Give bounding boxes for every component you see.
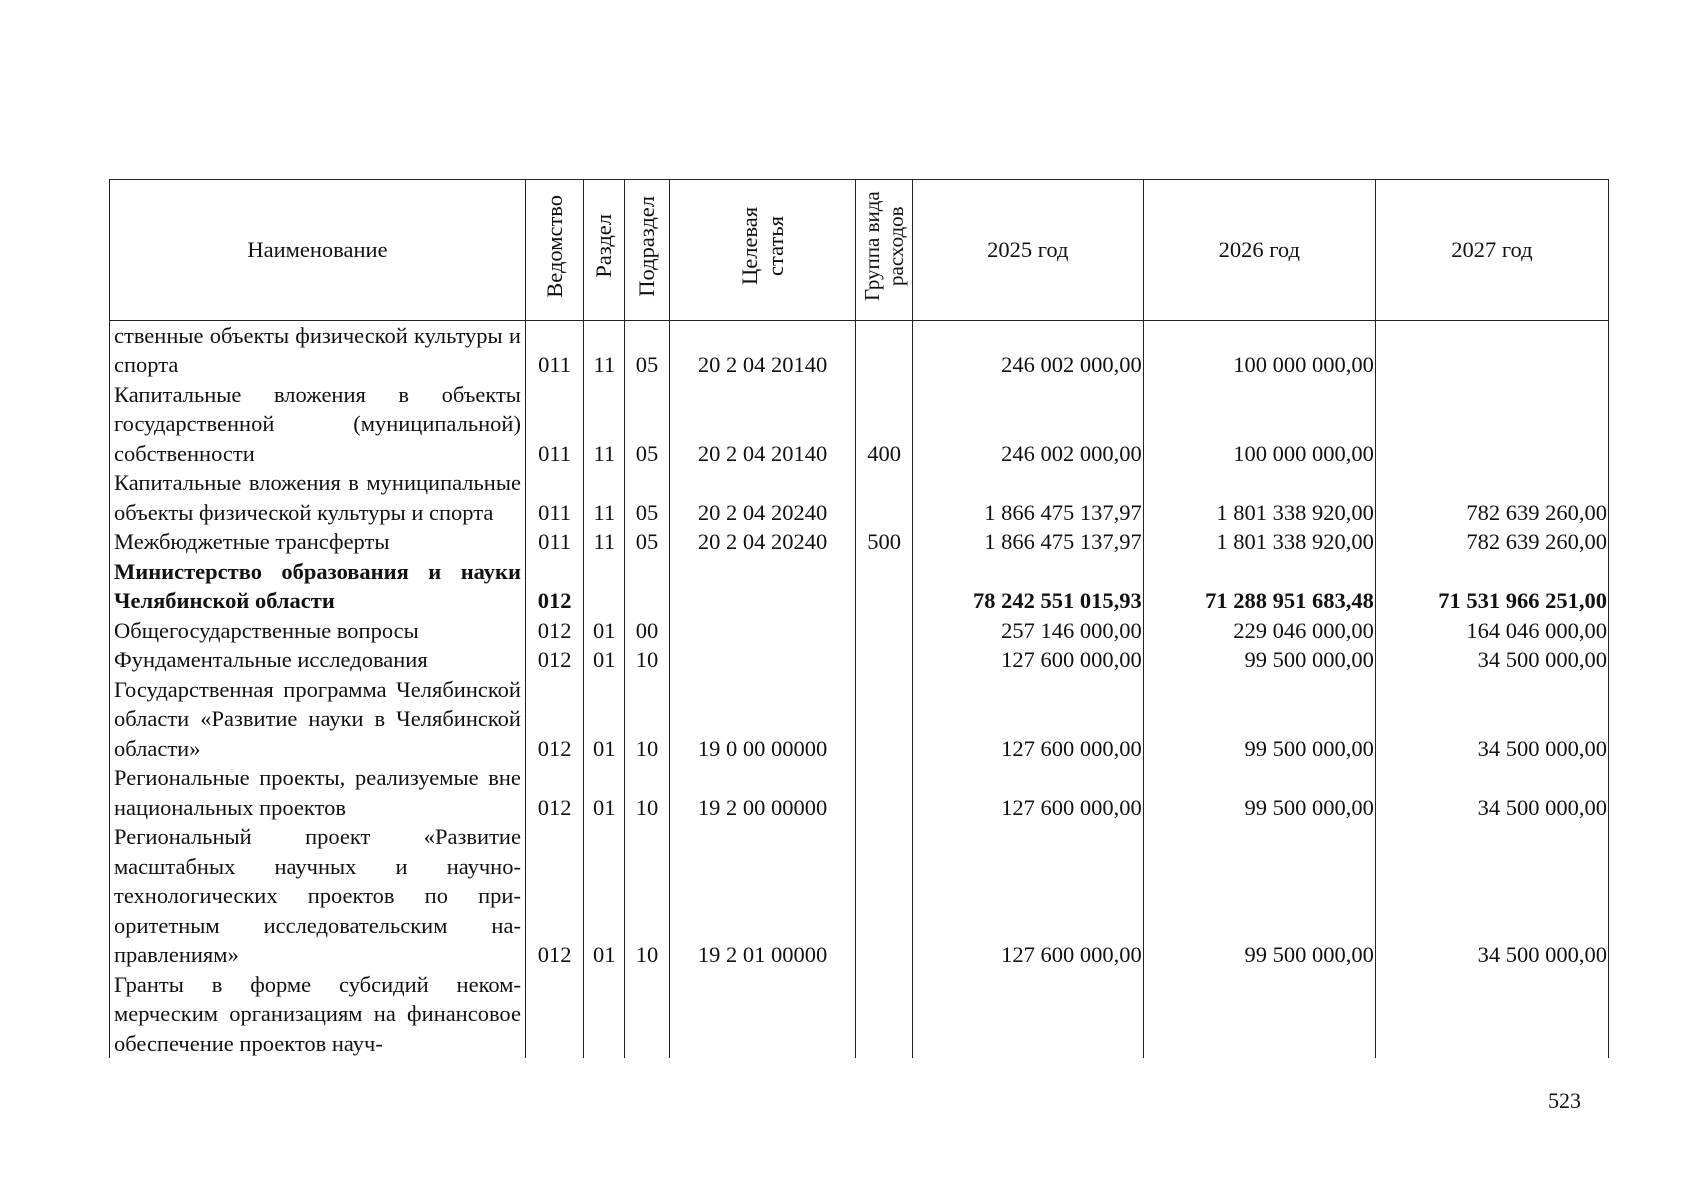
row-razdel: 11 bbox=[584, 468, 625, 527]
row-gruppa-vida: 500 bbox=[856, 527, 912, 557]
row-sum-2025: 78 242 551 015,93 bbox=[912, 557, 1143, 616]
row-sum-2026 bbox=[1143, 970, 1375, 1059]
row-celevaya-statya: 20 2 04 20240 bbox=[669, 527, 856, 557]
row-gruppa-vida bbox=[856, 616, 912, 646]
row-podrazdel: 00 bbox=[625, 616, 669, 646]
row-vedomstvo: 012 bbox=[525, 822, 583, 970]
row-name: Министерство образования и науки Челябинской области bbox=[110, 557, 526, 616]
row-sum-2025: 246 002 000,00 bbox=[912, 320, 1143, 380]
row-celevaya-statya: 19 2 00 00000 bbox=[669, 763, 856, 822]
header-gruppa-vida: Группа вида расходов bbox=[856, 180, 912, 321]
row-podrazdel: 05 bbox=[625, 320, 669, 380]
row-podrazdel: 05 bbox=[625, 380, 669, 469]
row-sum-2027: 34 500 000,00 bbox=[1375, 822, 1608, 970]
row-sum-2026: 99 500 000,00 bbox=[1143, 675, 1375, 764]
row-name: Общегосударственные вопросы bbox=[110, 616, 526, 646]
row-vedomstvo: 011 bbox=[525, 380, 583, 469]
table-row bbox=[110, 822, 1609, 970]
row-celevaya-statya: 19 2 01 00000 bbox=[669, 822, 856, 970]
row-vedomstvo: 012 bbox=[525, 645, 583, 675]
row-razdel: 01 bbox=[584, 822, 625, 970]
row-gruppa-vida bbox=[856, 675, 912, 764]
page-number: 523 bbox=[1548, 1088, 1581, 1113]
row-sum-2027: 782 639 260,00 bbox=[1375, 468, 1608, 527]
row-celevaya-statya bbox=[669, 645, 856, 675]
row-name: Капитальные вложения в объекты государственной (муниципальной) собственности bbox=[110, 380, 526, 469]
row-sum-2025: 127 600 000,00 bbox=[912, 645, 1143, 675]
row-sum-2027: 782 639 260,00 bbox=[1375, 527, 1608, 557]
row-gruppa-vida: 400 bbox=[856, 380, 912, 469]
row-sum-2025: 257 146 000,00 bbox=[912, 616, 1143, 646]
row-vedomstvo: 012 bbox=[525, 675, 583, 764]
table-row bbox=[110, 468, 1609, 527]
header-name: Наименование bbox=[110, 180, 526, 321]
row-vedomstvo bbox=[525, 970, 583, 1059]
row-sum-2025: 1 866 475 137,97 bbox=[912, 527, 1143, 557]
row-celevaya-statya: 19 0 00 00000 bbox=[669, 675, 856, 764]
row-vedomstvo: 012 bbox=[525, 557, 583, 616]
row-celevaya-statya bbox=[669, 557, 856, 616]
header-2026: 2026 год bbox=[1143, 180, 1375, 321]
row-podrazdel: 10 bbox=[625, 822, 669, 970]
row-sum-2026: 100 000 000,00 bbox=[1143, 320, 1375, 380]
budget-table bbox=[109, 179, 1609, 1058]
row-gruppa-vida bbox=[856, 970, 912, 1059]
row-sum-2026: 99 500 000,00 bbox=[1143, 763, 1375, 822]
row-celevaya-statya: 20 2 04 20140 bbox=[669, 380, 856, 469]
row-celevaya-statya: 20 2 04 20240 bbox=[669, 468, 856, 527]
row-razdel: 11 bbox=[584, 380, 625, 469]
row-sum-2026: 71 288 951 683,48 bbox=[1143, 557, 1375, 616]
row-vedomstvo: 012 bbox=[525, 763, 583, 822]
row-name: Гранты в форме субсидий некоммерческим организациям на финансовое обеспечение проектов науч- bbox=[110, 970, 526, 1059]
table-row bbox=[110, 675, 1609, 764]
row-podrazdel: 10 bbox=[625, 675, 669, 764]
row-sum-2025: 127 600 000,00 bbox=[912, 675, 1143, 764]
header-row bbox=[110, 180, 1609, 321]
row-sum-2027 bbox=[1375, 380, 1608, 469]
row-sum-2027: 34 500 000,00 bbox=[1375, 763, 1608, 822]
row-razdel bbox=[584, 970, 625, 1059]
row-gruppa-vida bbox=[856, 763, 912, 822]
table-body bbox=[110, 320, 1609, 1058]
row-name: ственные объекты физической культуры и спорта bbox=[110, 320, 526, 380]
table-row bbox=[110, 616, 1609, 646]
row-sum-2027: 71 531 966 251,00 bbox=[1375, 557, 1608, 616]
row-celevaya-statya: 20 2 04 20140 bbox=[669, 320, 856, 380]
row-name: Региональные проекты, реализуемые вне национальных проектов bbox=[110, 763, 526, 822]
header-podrazdel: Подраздел bbox=[625, 180, 669, 321]
row-razdel: 11 bbox=[584, 320, 625, 380]
row-sum-2025: 1 866 475 137,97 bbox=[912, 468, 1143, 527]
row-razdel: 01 bbox=[584, 675, 625, 764]
table-row bbox=[110, 380, 1609, 469]
row-gruppa-vida bbox=[856, 468, 912, 527]
row-razdel: 01 bbox=[584, 763, 625, 822]
row-podrazdel bbox=[625, 970, 669, 1059]
row-gruppa-vida bbox=[856, 320, 912, 380]
row-razdel: 01 bbox=[584, 616, 625, 646]
row-sum-2025: 127 600 000,00 bbox=[912, 822, 1143, 970]
row-razdel: 01 bbox=[584, 645, 625, 675]
row-sum-2025 bbox=[912, 970, 1143, 1059]
row-podrazdel: 05 bbox=[625, 468, 669, 527]
row-podrazdel: 10 bbox=[625, 763, 669, 822]
row-podrazdel: 05 bbox=[625, 527, 669, 557]
row-name: Региональный проект «Развитие масштабных научных и научно-технологических проектов по приоритетным исследовательским направлениям» bbox=[110, 822, 526, 970]
table-row bbox=[110, 970, 1609, 1059]
row-gruppa-vida bbox=[856, 645, 912, 675]
row-name: Межбюджетные трансферты bbox=[110, 527, 526, 557]
header-2027: 2027 год bbox=[1375, 180, 1608, 321]
row-gruppa-vida bbox=[856, 557, 912, 616]
row-sum-2027: 164 046 000,00 bbox=[1375, 616, 1608, 646]
row-podrazdel bbox=[625, 557, 669, 616]
row-podrazdel: 10 bbox=[625, 645, 669, 675]
row-name: Фундаментальные исследования bbox=[110, 645, 526, 675]
row-vedomstvo: 011 bbox=[525, 527, 583, 557]
row-sum-2026: 99 500 000,00 bbox=[1143, 822, 1375, 970]
header-celevaya-statya: Целевая статья bbox=[669, 180, 856, 321]
table-row bbox=[110, 645, 1609, 675]
header-razdel: Раздел bbox=[584, 180, 625, 321]
row-name: Капитальные вложения в муниципальные объекты физической культуры и спорта bbox=[110, 468, 526, 527]
row-sum-2025: 127 600 000,00 bbox=[912, 763, 1143, 822]
header-vedomstvo: Ведомство bbox=[525, 180, 583, 321]
row-sum-2026: 100 000 000,00 bbox=[1143, 380, 1375, 469]
row-sum-2026: 1 801 338 920,00 bbox=[1143, 468, 1375, 527]
table-row bbox=[110, 320, 1609, 380]
row-sum-2026: 99 500 000,00 bbox=[1143, 645, 1375, 675]
table-row bbox=[110, 763, 1609, 822]
row-sum-2027 bbox=[1375, 320, 1608, 380]
row-celevaya-statya bbox=[669, 970, 856, 1059]
row-vedomstvo: 011 bbox=[525, 320, 583, 380]
row-sum-2026: 1 801 338 920,00 bbox=[1143, 527, 1375, 557]
row-name: Государственная программа Челябинской области «Развитие науки в Челябинской области» bbox=[110, 675, 526, 764]
row-sum-2027: 34 500 000,00 bbox=[1375, 675, 1608, 764]
row-gruppa-vida bbox=[856, 822, 912, 970]
row-sum-2027: 34 500 000,00 bbox=[1375, 645, 1608, 675]
row-sum-2025: 246 002 000,00 bbox=[912, 380, 1143, 469]
row-razdel bbox=[584, 557, 625, 616]
row-sum-2026: 229 046 000,00 bbox=[1143, 616, 1375, 646]
header-2025: 2025 год bbox=[912, 180, 1143, 321]
row-vedomstvo: 012 bbox=[525, 616, 583, 646]
table-row bbox=[110, 527, 1609, 557]
table-row bbox=[110, 557, 1609, 616]
row-celevaya-statya bbox=[669, 616, 856, 646]
row-razdel: 11 bbox=[584, 527, 625, 557]
row-sum-2027 bbox=[1375, 970, 1608, 1059]
row-vedomstvo: 011 bbox=[525, 468, 583, 527]
